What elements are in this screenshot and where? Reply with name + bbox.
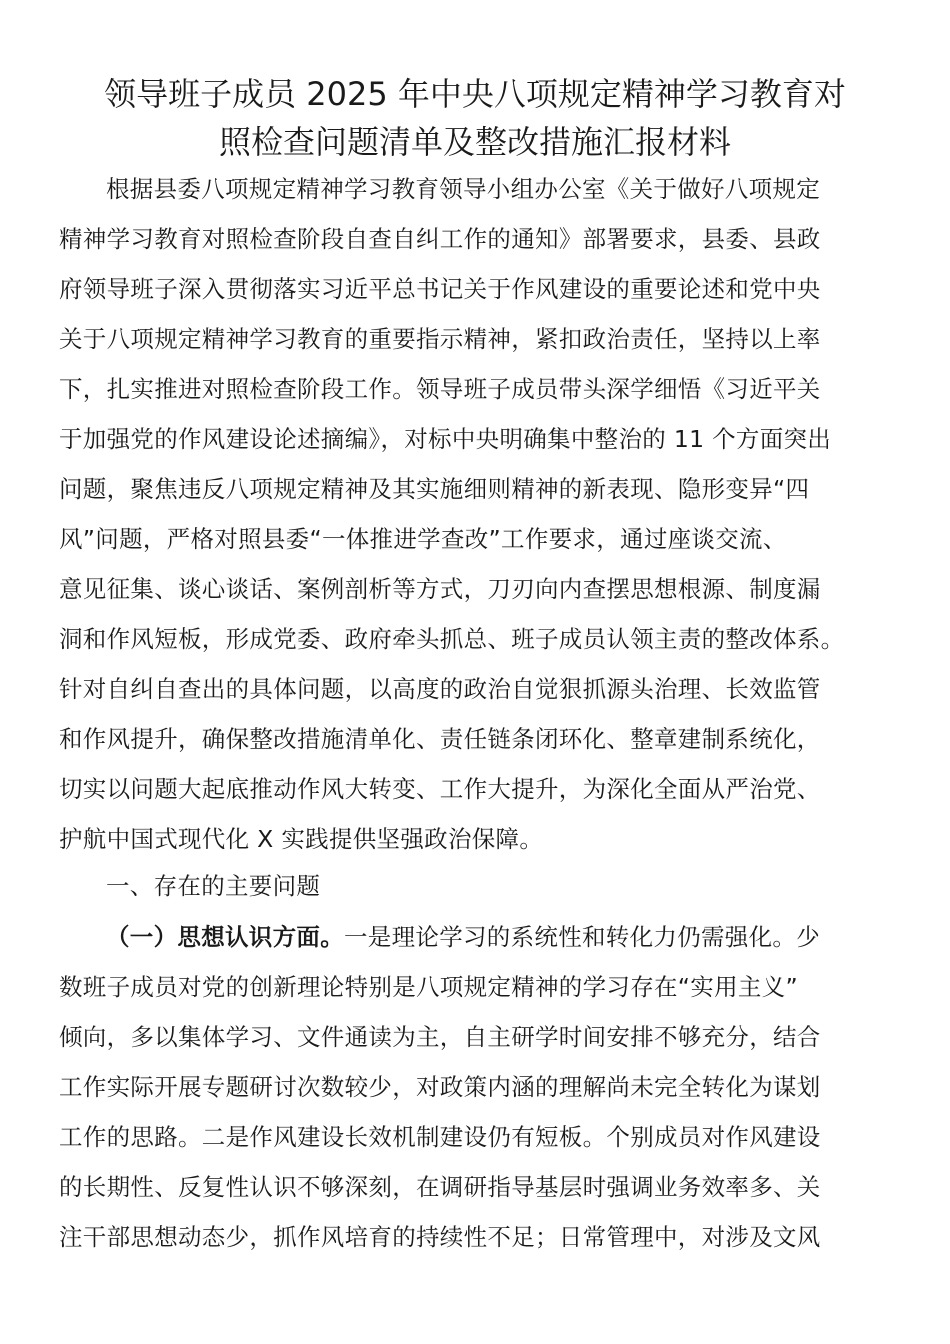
intro-line: 意见征集、谈心谈话、案例剖析等方式，刀刃向内查摆思想根源、制度漏	[59, 575, 821, 603]
title-line-1: 领导班子成员 2025 年中央八项规定精神学习教育对	[104, 75, 846, 113]
section-heading: 一、存在的主要问题	[106, 872, 321, 900]
intro-line: 下，扎实推进对照检查阶段工作。领导班子成员带头深学细悟《习近平关	[59, 375, 821, 403]
intro-line: 切实以问题大起底推动作风大转变、工作大提升，为深化全面从严治党、	[59, 775, 821, 803]
document-title	[40, 70, 910, 166]
intro-line: 护航中国式现代化 X 实践提供坚强政治保障。	[59, 825, 544, 853]
intro-line: 问题，聚焦违反八项规定精神及其实施细则精神的新表现、隐形变异“四	[59, 475, 810, 503]
intro-line: 精神学习教育对照检查阶段自查自纠工作的通知》部署要求，县委、县政	[59, 225, 821, 253]
intro-line: 府领导班子深入贯彻落实习近平总书记关于作风建设的重要论述和党中央	[59, 275, 821, 303]
intro-line: 风”问题，严格对照县委“一体推进学查改”工作要求，通过座谈交流、	[59, 525, 787, 553]
intro-line: 根据县委八项规定精神学习教育领导小组办公室《关于做好八项规定	[106, 175, 820, 203]
subsection-first-line	[106, 917, 820, 957]
subsection-line: 的长期性、反复性认识不够深刻，在调研指导基层时强调业务效率多、关	[59, 1173, 821, 1201]
intro-line: 针对自纠自查出的具体问题，以高度的政治自觉狠抓源头治理、长效监管	[59, 675, 821, 703]
subsection-line: 数班子成员对党的创新理论特别是八项规定精神的学习存在“实用主义”	[59, 973, 798, 1001]
subsection-first-line-text: 一是理论学习的系统性和转化力仍需强化。少	[344, 923, 820, 951]
subsection-line: 注干部思想动态少，抓作风培育的持续性不足；日常管理中，对涉及文风	[59, 1223, 821, 1251]
subsection-line: 工作实际开展专题研讨次数较少，对政策内涵的理解尚未完全转化为谋划	[59, 1073, 821, 1101]
title-line-2: 照检查问题清单及整改措施汇报材料	[218, 123, 731, 161]
intro-line: 和作风提升，确保整改措施清单化、责任链条闭环化、整章建制系统化，	[59, 725, 821, 753]
subsection-line: 工作的思路。二是作风建设长效机制建设仍有短板。个别成员对作风建设	[59, 1123, 821, 1151]
intro-line: 关于八项规定精神学习教育的重要指示精神，紧扣政治责任，坚持以上率	[59, 325, 821, 353]
intro-line: 于加强党的作风建设论述摘编》，对标中央明确集中整治的 11 个方面突出	[59, 425, 832, 453]
subsection-title: （一）思想认识方面。	[106, 923, 344, 951]
subsection-line: 倾向，多以集体学习、文件通读为主，自主研学时间安排不够充分，结合	[59, 1023, 821, 1051]
intro-line: 洞和作风短板，形成党委、政府牵头抓总、班子成员认领主责的整改体系。	[59, 625, 845, 653]
